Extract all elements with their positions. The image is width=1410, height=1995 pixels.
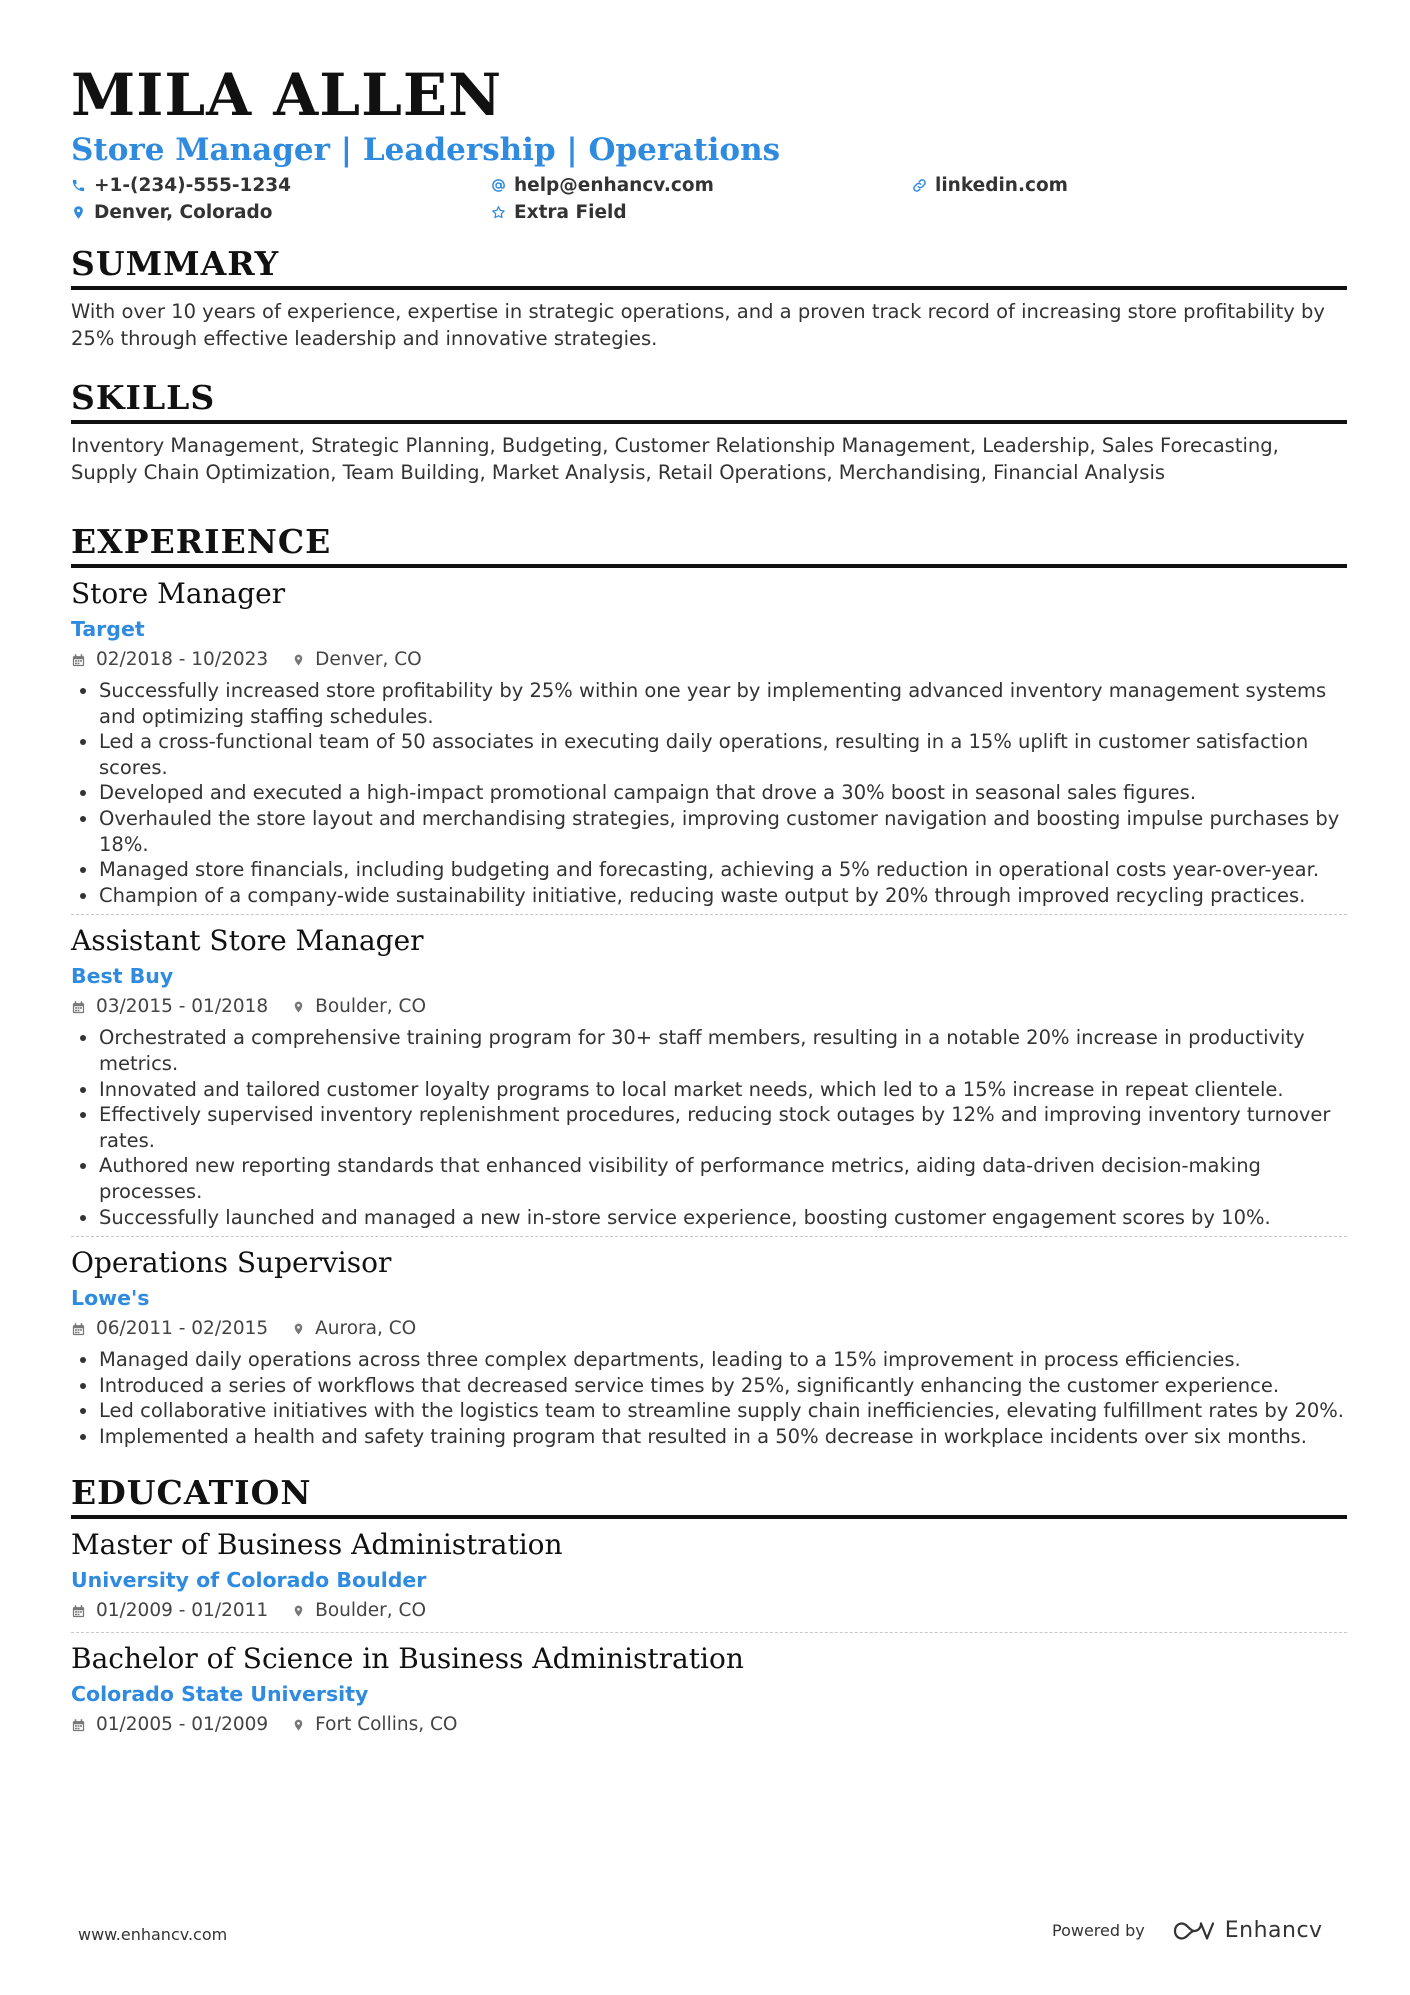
company-name: Lowe's — [71, 1286, 150, 1311]
entry-divider — [71, 914, 1347, 915]
experience-entry — [71, 1245, 1347, 1449]
linkedin-text: linkedin.com — [935, 174, 1068, 196]
brand-name: Enhancv — [1224, 1918, 1323, 1943]
entry-divider — [71, 1632, 1347, 1633]
calendar-icon — [71, 1000, 86, 1015]
skills-heading: SKILLS — [71, 378, 1347, 424]
contact-location — [71, 199, 272, 225]
list-item: • Implemented a health and safety training program that resulted in a 50% decrease in workplace incidents over six months. — [99, 1424, 1347, 1450]
job-location-text: Denver, CO — [315, 649, 422, 670]
skills-section — [71, 378, 1347, 486]
education-location — [292, 1596, 426, 1626]
contact-extra — [491, 199, 627, 225]
summary-heading: SUMMARY — [71, 244, 1347, 290]
contact-linkedin[interactable] — [912, 172, 1068, 198]
link-icon — [912, 178, 927, 193]
candidate-title: Store Manager | Leadership | Operations — [71, 132, 781, 168]
job-dates: 02/2018 - 10/2023 — [96, 649, 269, 670]
list-item: • Authored new reporting standards that enhanced visibility of performance metrics, aiding data-driven decision-making processes. — [99, 1153, 1347, 1204]
email-text: help@enhancv.com — [514, 174, 714, 196]
job-location — [292, 992, 426, 1022]
education-entry — [71, 1641, 1347, 1740]
location-pin-icon — [71, 205, 86, 220]
location-text: Denver, Colorado — [94, 201, 273, 223]
location-pin-icon — [292, 652, 305, 668]
list-item: • Effectively supervised inventory replenishment procedures, reducing stock outages by 12% and improving inventory turnover rates. — [99, 1102, 1347, 1153]
list-item: • Developed and executed a high-impact promotional campaign that drove a 30% boost in seasonal sales figures. — [99, 780, 1347, 806]
list-item: • Managed daily operations across three complex departments, leading to a 15% improvement in process efficiencies. — [99, 1347, 1347, 1373]
education-dates: 01/2005 - 01/2009 — [96, 1714, 269, 1736]
contact-email[interactable] — [491, 172, 714, 198]
location-pin-icon — [292, 1717, 305, 1733]
enhancv-logo-icon — [1171, 1919, 1217, 1943]
list-item: • Successfully launched and managed a new in-store service experience, boosting customer engagement scores by 10%. — [99, 1205, 1347, 1231]
job-bullets — [71, 1347, 1347, 1449]
company-name: Target — [71, 617, 145, 641]
list-item: • Managed store financials, including budgeting and forecasting, achieving a 5% reduction in operational costs year-over-year. — [99, 857, 1347, 883]
experience-entry — [71, 923, 1347, 1237]
job-meta — [71, 1314, 1347, 1344]
location-pin-icon — [292, 1603, 305, 1619]
entry-divider — [71, 1236, 1347, 1237]
star-icon — [491, 205, 506, 220]
contact-phone — [71, 172, 291, 198]
job-dates: 06/2011 - 02/2015 — [96, 1318, 269, 1340]
education-dates: 01/2009 - 01/2011 — [96, 1600, 269, 1622]
education-location-text: Boulder, CO — [315, 1600, 427, 1622]
list-item: • Successfully increased store profitability by 25% within one year by implementing advanced inventory management systems and optimizing staffing schedules. — [99, 678, 1347, 729]
education-heading: EDUCATION — [71, 1473, 1347, 1519]
job-meta — [71, 992, 1347, 1022]
education-meta — [71, 1596, 1347, 1626]
extra-field-text: Extra Field — [514, 201, 627, 223]
list-item: • Introduced a series of workflows that decreased service times by 25%, significantly enhancing the customer experience. — [99, 1373, 1347, 1399]
list-item: • Overhauled the store layout and merchandising strategies, improving customer navigation and boosting impulse purchases by 18%. — [99, 806, 1347, 857]
location-pin-icon — [292, 999, 305, 1015]
list-item: • Led a cross-functional team of 50 associates in executing daily operations, resulting in a 15% uplift in customer satisfaction scores. — [99, 729, 1347, 780]
degree-title: Bachelor of Science in Business Administration — [71, 1642, 744, 1676]
job-location — [292, 645, 422, 675]
experience-heading: EXPERIENCE — [71, 522, 1347, 568]
contact-info — [71, 172, 1347, 228]
footer-branding — [1052, 1918, 1323, 1943]
summary-text: With over 10 years of experience, expertise in strategic operations, and a proven track record of increasing store profitability by 25% through effective leadership and innovative strategies. — [71, 300, 1325, 350]
job-title: Assistant Store Manager — [71, 924, 424, 958]
school-name: Colorado State University — [71, 1682, 369, 1707]
job-title: Store Manager — [71, 577, 286, 610]
job-bullets — [71, 1025, 1347, 1230]
education-section — [71, 1473, 1347, 1740]
location-pin-icon — [292, 1321, 305, 1337]
powered-by-text: Powered by — [1052, 1921, 1145, 1940]
footer-website[interactable]: www.enhancv.com — [78, 1925, 228, 1944]
company-name: Best Buy — [71, 964, 174, 989]
degree-title: Master of Business Administration — [71, 1528, 563, 1562]
summary-section — [71, 244, 1347, 352]
calendar-icon — [71, 1604, 86, 1619]
school-name: University of Colorado Boulder — [71, 1568, 427, 1593]
calendar-icon — [71, 1718, 86, 1733]
job-bullets — [71, 678, 1347, 908]
candidate-name: MILA ALLEN — [71, 61, 503, 129]
calendar-icon — [71, 1322, 86, 1337]
phone-icon — [71, 178, 86, 193]
list-item: • Led collaborative initiatives with the logistics team to streamline supply chain inefficiencies, elevating fulfillment rates by 20%. — [99, 1398, 1347, 1424]
job-location-text: Boulder, CO — [315, 996, 427, 1018]
job-location — [292, 1314, 416, 1344]
list-item: • Innovated and tailored customer loyalty programs to local market needs, which led to a 15% increase in repeat clientele. — [99, 1077, 1347, 1103]
job-location-text: Aurora, CO — [315, 1318, 417, 1340]
education-meta — [71, 1710, 1347, 1740]
experience-entry — [71, 576, 1347, 915]
education-location — [292, 1710, 457, 1740]
job-dates: 03/2015 - 01/2018 — [96, 996, 269, 1018]
list-item: • Orchestrated a comprehensive training program for 30+ staff members, resulting in a notable 20% increase in productivity metrics. — [99, 1025, 1347, 1076]
job-title: Operations Supervisor — [71, 1246, 392, 1280]
skills-text: Inventory Management, Strategic Planning, Budgeting, Customer Relationship Management, Leadership, Sales Forecasting, Supply Chain Optimization, Team Building, Market Analysis, Retail Operations, Merchandising, Financial Analysis — [71, 434, 1279, 484]
resume-page — [71, 62, 1347, 1740]
list-item: • Champion of a company-wide sustainability initiative, reducing waste output by 20% through improved recycling practices. — [99, 883, 1347, 909]
experience-section — [71, 522, 1347, 1449]
at-icon — [491, 178, 506, 193]
phone-text: +1-(234)-555-1234 — [94, 174, 292, 196]
calendar-icon — [71, 653, 86, 668]
education-location-text: Fort Collins, CO — [315, 1714, 458, 1736]
education-entry — [71, 1527, 1347, 1633]
job-meta — [71, 645, 1347, 675]
